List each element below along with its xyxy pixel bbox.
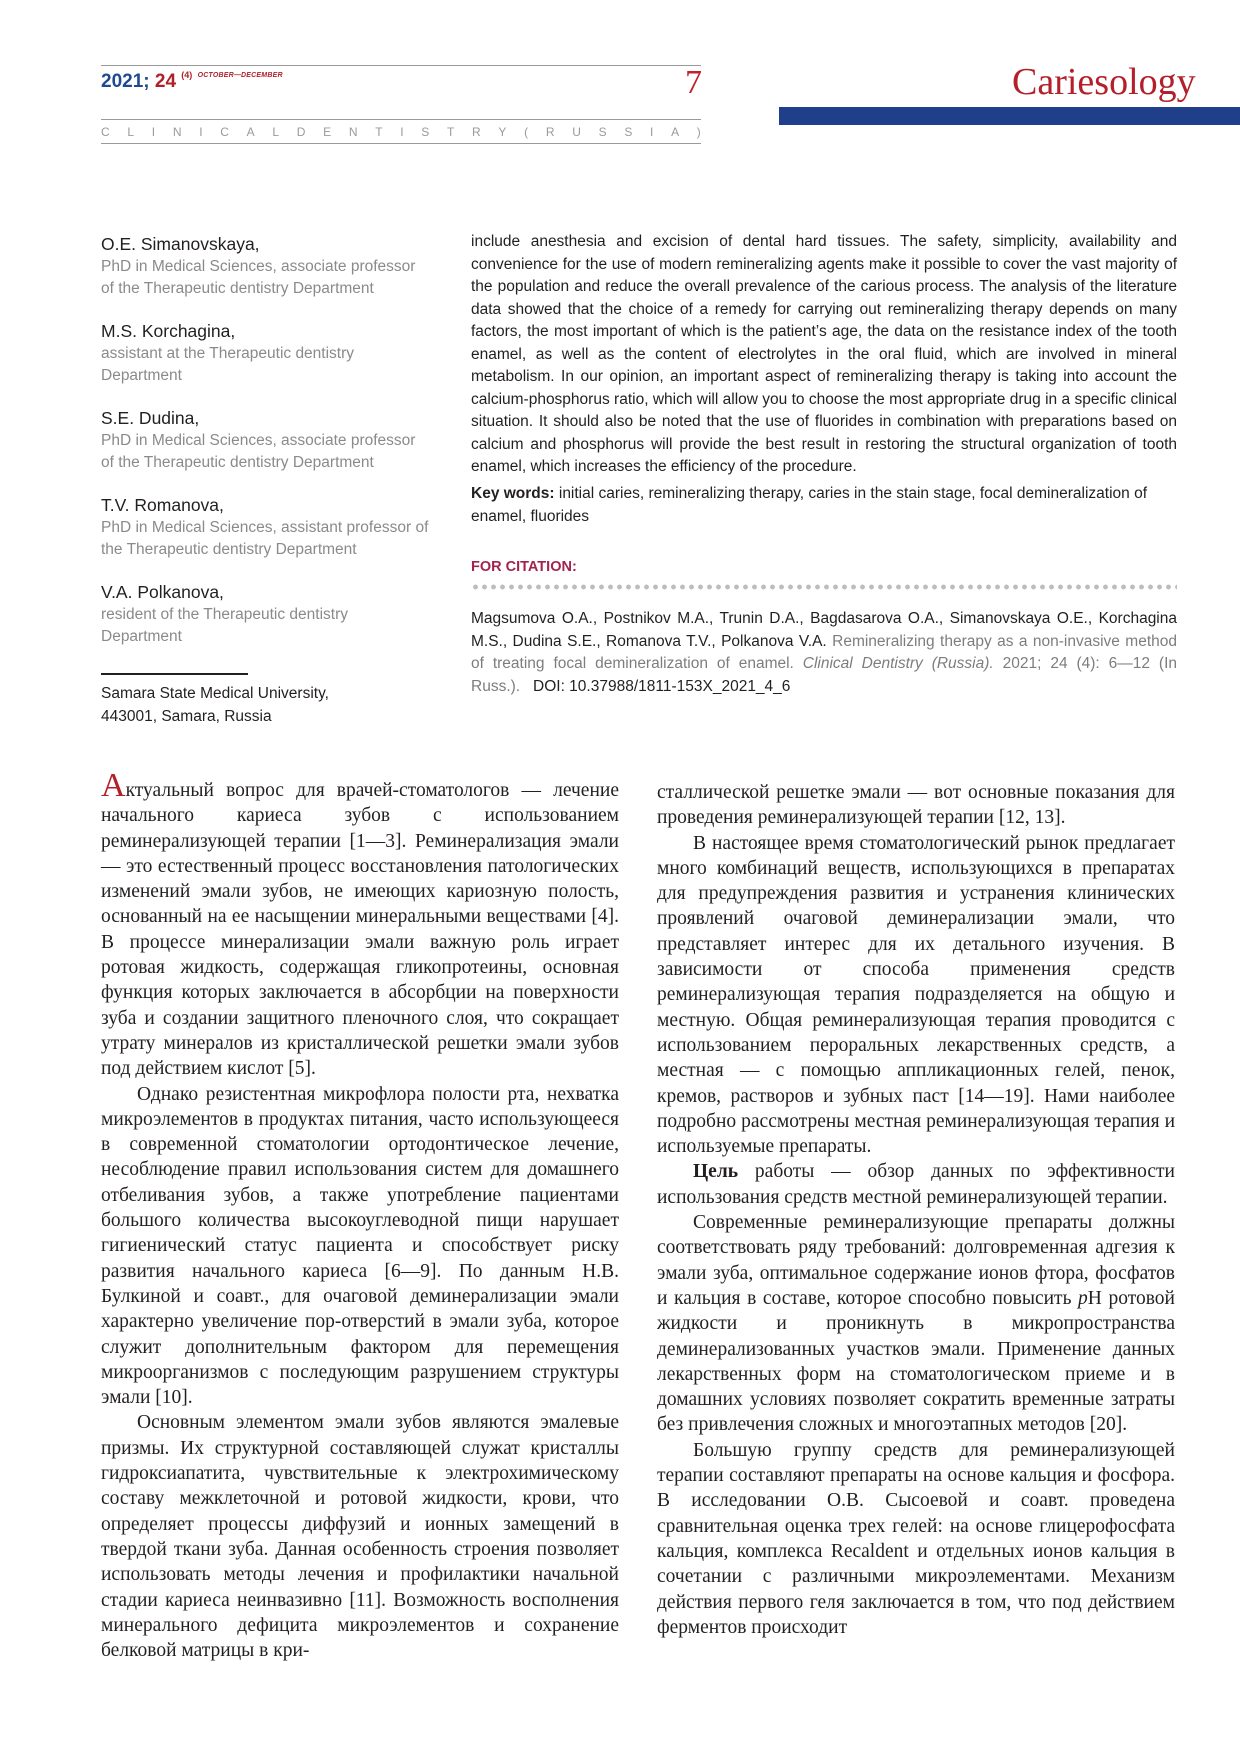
author-item xyxy=(101,581,431,648)
header-mid-rule xyxy=(101,119,701,120)
author-position: PhD in Medical Sciences, associate professor of the Therapeutic dentistry Department xyxy=(101,432,416,471)
author-name: V.A. Polkanova, xyxy=(101,582,224,602)
journal-title-letter: U xyxy=(572,125,581,139)
affiliation-address: 443001, Samara, Russia xyxy=(101,708,272,725)
journal-title-letter: T xyxy=(375,125,383,139)
body-paragraph: Цель работы — обзор данных по эффективности использования средств местной реминерализующей терапии. xyxy=(657,1161,1175,1208)
journal-title-letter: Y xyxy=(498,125,507,139)
issue-number: (4) xyxy=(181,70,193,80)
affiliation xyxy=(101,682,431,728)
journal-title-letter: I xyxy=(400,125,404,139)
author-list xyxy=(101,233,431,668)
issue-period: OCTOBER—DECEMBER xyxy=(197,72,283,79)
journal-title-letter: R xyxy=(545,125,555,139)
author-item xyxy=(101,407,431,474)
aim-label: Цель xyxy=(693,1161,739,1183)
journal-title-letter: ) xyxy=(696,125,701,139)
journal-title-letter: T xyxy=(447,125,455,139)
journal-title-letter: A xyxy=(671,125,680,139)
keywords xyxy=(471,482,1177,528)
header-bottom-rule xyxy=(101,143,701,144)
page-number: 7 xyxy=(685,64,702,101)
author-name: S.E. Dudina, xyxy=(101,408,200,428)
author-item xyxy=(101,494,431,561)
journal-title-letter: C xyxy=(220,125,229,139)
journal-title-letter: E xyxy=(323,125,332,139)
body-paragraph: сталлической решетке эмали — вот основные показания для проведения реминерализующей терапии [12, 13]. xyxy=(657,782,1175,829)
citation-title: Remineralizing therapy as a non-invasive method of treating focal demineralization of enamel. xyxy=(471,632,1177,672)
issue-info: 2021; 24 $^{(4)}$ $^{OCTOBER—DECEMBER}$ xyxy=(101,70,283,92)
author-name: O.E. Simanovskaya, xyxy=(101,234,260,254)
body-paragraph: В настоящее время стоматологический рынок предлагает много комбинаций веществ, использующихся в препаратах для предупреждения развития и устранения клинических проявлений очаговой деминерализации эмали, что представляет интерес для их детального изучения. В зависимости от способа применения средств реминерализующая терапия подразделяется на общую и местную. Общая реминерализующая терапия проводится с использованием пероральных лекарственных средств, а местная — с помощью аппликационных гелей, пенок, кремов, растворов и зубных паст [14—19]. Нами наиболее подробно рассмотрены местная реминерализующая терапия и используемые препараты. xyxy=(657,832,1175,1158)
journal-title-letter: A xyxy=(246,125,255,139)
drop-cap: А xyxy=(101,767,126,804)
journal-title-letter: S xyxy=(421,125,430,139)
journal-title-letter: D xyxy=(296,125,306,139)
body-paragraph: Однако резистентная микрофлора полости рта, нехватка микроэлементов в продуктах питания, часто использующееся в современной стоматологии ортодонтическое лечение, несоблюдение правил использования систем для домашнего отбеливания зубов, а также употребление пациентами большого количества высокоуглеводной пищи нарушает гигиенический статус пациента и способствует риску развития начального кариеса [6—9]. По данным Н.В. Булкиной и соавт., для очаговой деминерализации эмали характерно увеличение пор-отверстий в эмали зуба, которое служит дополнительным фактором для перемещения микроорганизмов с последующим разрушением структуры эмали [10]. xyxy=(101,1083,619,1409)
citation-text xyxy=(471,608,1177,698)
affiliation-institution: Samara State Medical University, xyxy=(101,685,329,702)
author-name: M.S. Korchagina, xyxy=(101,321,236,341)
author-item xyxy=(101,320,431,387)
journal-title-letter: L xyxy=(272,125,280,139)
journal-title-letter: L xyxy=(127,125,135,139)
dotted-divider xyxy=(471,584,1177,590)
header-top-rule xyxy=(101,65,701,66)
journal-title-letter: N xyxy=(172,125,182,139)
journal-title-letter: S xyxy=(598,125,607,139)
citation-details: 2021; 24 (4): 6—12 (In Russ.). xyxy=(471,655,1177,695)
journal-title-letter: C xyxy=(101,125,110,139)
journal-title-letter: I xyxy=(199,125,203,139)
citation-heading: FOR CITATION: xyxy=(471,559,577,575)
author-name: T.V. Romanova, xyxy=(101,495,224,515)
citation-journal: Clinical Dentistry (Russia). xyxy=(802,655,994,672)
body-paragraph: Большую группу средств для реминерализующей терапии составляют препараты на основе кальция и фосфора. В исследовании О.В. Сысоевой и соавт. проведена сравнительная оценка трех гелей: на основе глицерофосфата кальция, комплекса Recaldent и отдельных ионов кальция в сочетании с различными микроэлементами. Механизм действия первого геля заключается в том, что под действием ферментов происходит xyxy=(657,1439,1175,1638)
journal-title-letter: N xyxy=(348,125,358,139)
body-paragraph: Актуальный вопрос для врачей-стоматологов — лечение начального кариеса зубов с использованием реминерализующей терапии [1—3]. Реминерализация эмали — это естественный процесс восстановления патологических изменений эмали зубов, не имеющих кариозную полость, основанный на ее насыщении минеральными веществами [4]. В процессе минерализации эмали важную роль играет ротовая жидкость, содержащая гликопротеины, основная функция которых заключается в абсорбции на поверхности зуба и создании защитного пленочного слоя, что сокращает утрату минералов из кристаллической решетки эмали зубов под действием кислот [5]. xyxy=(101,767,619,1080)
body-column-right xyxy=(657,780,1175,1640)
citation-doi[interactable]: DOI: 10.37988/1811-153X_2021_4_6 xyxy=(533,677,791,695)
keywords-label: Key words: xyxy=(471,485,555,502)
author-position: assistant at the Therapeutic dentistry Department xyxy=(101,345,355,384)
abstract-text: include anesthesia and excision of dental hard tissues. The safety, simplicity, availability and convenience for the use of modern remineralizing agents make it possible to cover the vast majority of the population and reduce the overall prevalence of the carious process. The analysis of the literature data showed that the choice of a remedy for carrying out remineralizing therapy depends on many factors, the most important of which is the patient’s age, the data on the resistance index of the tooth enamel, as well as the content of electrolytes in the oral fluid, which are involved in mineral metabolism. In our opinion, an important aspect of remineralizing therapy is taking into account the calcium-phosphorus ratio, which will allow you to choose the most appropriate drug in a specific clinical situation. It should also be noted that the use of fluorides in combination with preparations based on calcium and phosphorus will provide the best result in restoring the structural organization of tooth enamel, which increases the efficiency of the procedure. xyxy=(471,233,1177,475)
author-position: PhD in Medical Sciences, assistant professor of the Therapeutic dentistry Department xyxy=(101,519,429,558)
affiliation-rule xyxy=(101,673,248,675)
journal-title xyxy=(101,125,701,139)
author-item xyxy=(101,233,431,300)
author-position: PhD in Medical Sciences, associate professor of the Therapeutic dentistry Department xyxy=(101,258,416,297)
body-column-left xyxy=(101,767,619,1663)
journal-title-letter: ( xyxy=(524,125,529,139)
journal-title-letter: R xyxy=(472,125,481,139)
body-paragraph: Основным элементом эмали зубов являются эмалевые призмы. Их структурной составляющей служат кристаллы гидроксиапатита, чувствительные к электрохимическому составу межклеточной и ротовой жидкости, крови, что определяет процессы диффузий и ионных замещений в твердой ткани зуба. Данная особенность строения позволяет использовать методы лечения и профилактики начальной стадии кариеса неинвазивно [11]. Возможность восполнения минерального дефицита микроэлементов и сохранение белковой матрицы в кри- xyxy=(101,1412,619,1662)
journal-title-letter: S xyxy=(624,125,633,139)
section-bar xyxy=(779,107,1240,125)
author-position: resident of the Therapeutic dentistry Department xyxy=(101,606,348,645)
citation-authors: Magsumova O.A., Postnikov M.A., Trunin D.A., Bagdasarova O.A., Simanovskaya O.E., Korchagina M.S., Dudina S.E., Romanova T.V., Polkanova V.A. xyxy=(471,610,1177,650)
keywords-text: initial caries, remineralizing therapy, caries in the stain stage, focal demineralization of enamel, fluorides xyxy=(471,485,1148,525)
journal-title-letter: I xyxy=(650,125,654,139)
body-paragraph: Современные реминерализующие препараты должны соответствовать ряду требований: долговременная адгезия к эмали зуба, оптимальное содержание ионов фтора, фосфатов и кальция в составе, которое способно повысить pH ротовой жидкости и проникнуть в микропространства деминерализованных участков эмали. Применение данных лекарственных форм на стоматологическом приеме и в домашних условиях позволяет сократить временные затраты без привлечения сложных и многоэтапных методов [20]. xyxy=(657,1212,1175,1436)
section-title: Cariesology xyxy=(1012,61,1196,103)
journal-title-letter: I xyxy=(151,125,156,139)
